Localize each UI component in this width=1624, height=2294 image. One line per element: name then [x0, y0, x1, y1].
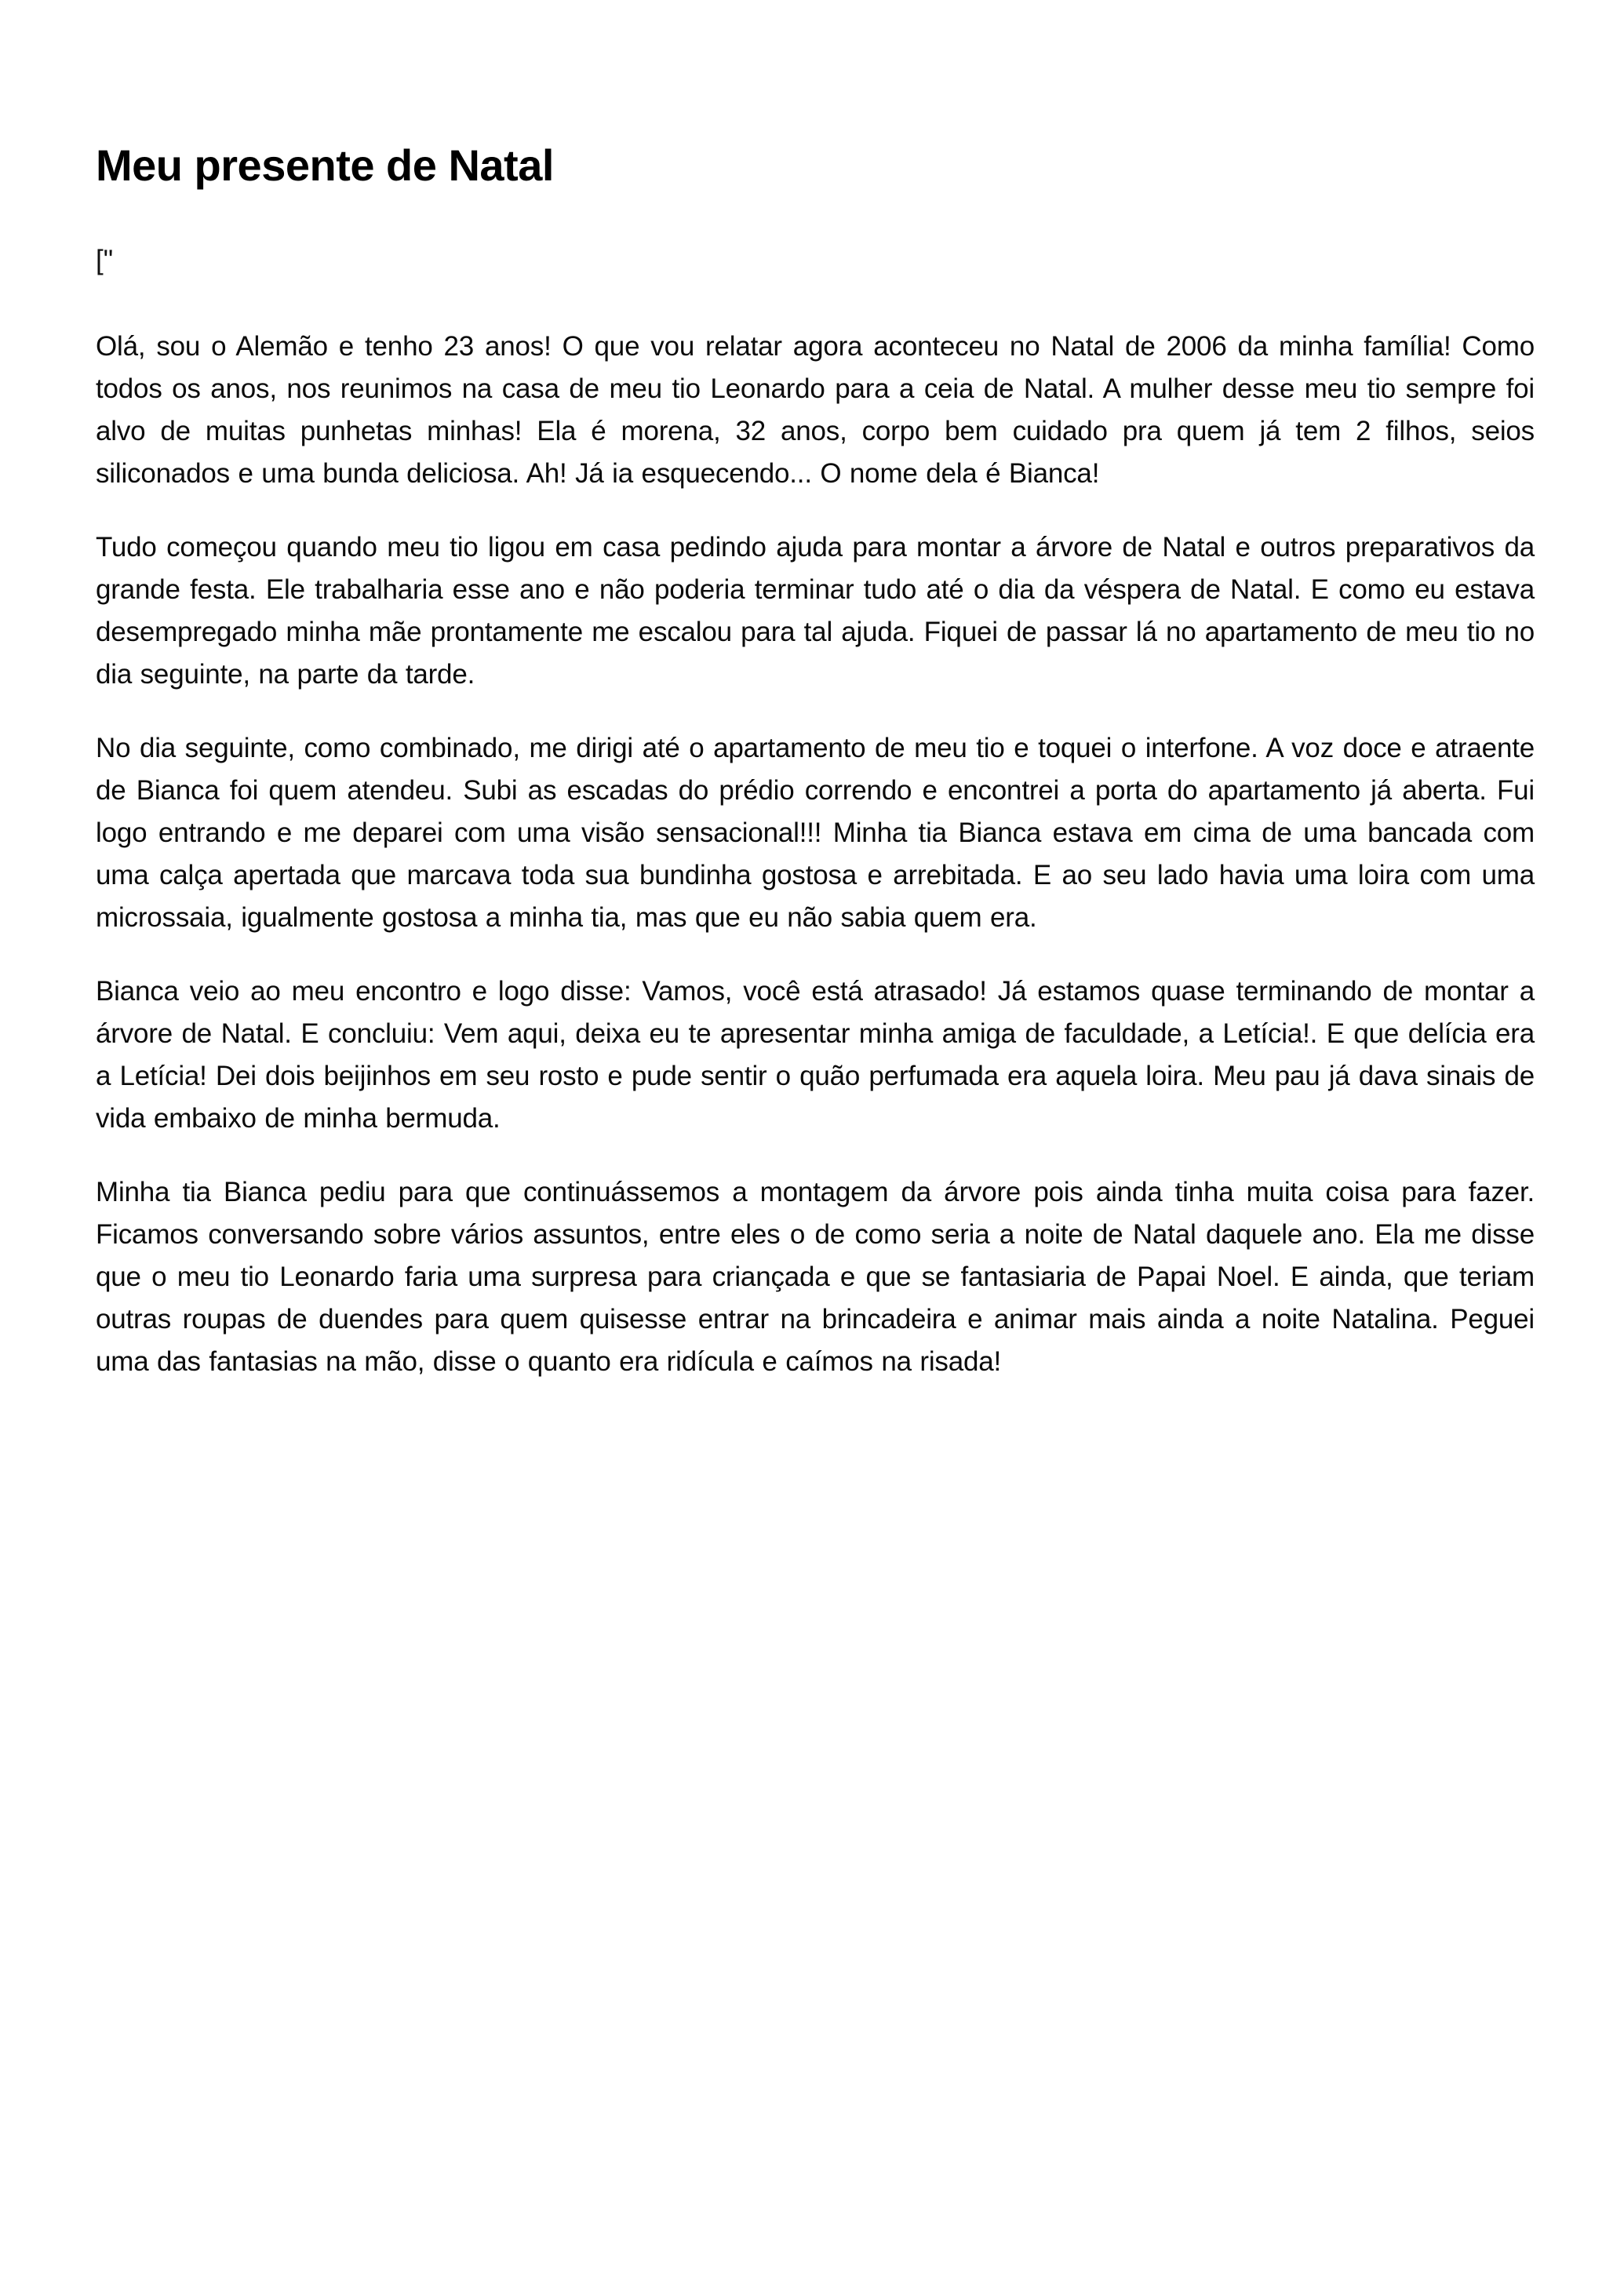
page-title: Meu presente de Natal — [96, 140, 554, 190]
opening-bracket-marker: [" — [96, 245, 114, 275]
story-paragraph-2: Tudo começou quando meu tio ligou em casa pedindo ajuda para montar a árvore de Natal e outros preparativos da grande festa. Ele trabalharia esse ano e não poderia terminar tudo até o dia da véspera de Natal. E como eu estava desempregado minha mãe prontamente me escalou para tal ajuda. Fiquei de passar lá no apartamento de meu tio no dia seguinte, na parte da tarde. — [96, 532, 1535, 690]
story-paragraph-5: Minha tia Bianca pediu para que continuássemos a montagem da árvore pois ainda tinha muita coisa para fazer. Ficamos conversando sobre vários assuntos, entre eles o de como seria a noite de Natal daquele ano. Ela me disse que o meu tio Leonardo faria uma surpresa para criançada e que se fantasiaria de Papai Noel. E ainda, que teriam outras roupas de duendes para quem quisesse entrar na brincadeira e animar mais ainda a noite Natalina. Peguei uma das fantasias na mão, disse o quanto era ridícula e caímos na risada! — [96, 1177, 1535, 1377]
story-paragraph-1: Olá, sou o Alemão e tenho 23 anos! O que vou relatar agora aconteceu no Natal de 2006 da minha família! Como todos os anos, nos reunimos na casa de meu tio Leonardo para a ceia de Natal. A mulher desse meu tio sempre foi alvo de muitas punhetas minhas! Ela é morena, 32 anos, corpo bem cuidado pra quem já tem 2 filhos, seios siliconados e uma bunda deliciosa. Ah! Já ia esquecendo... O nome dela é Bianca! — [96, 331, 1535, 489]
story-paragraph-4: Bianca veio ao meu encontro e logo disse: Vamos, você está atrasado! Já estamos quase terminando de montar a árvore de Natal. E concluiu: Vem aqui, deixa eu te apresentar minha amiga de faculdade, a Letícia!. E que delícia era a Letícia! Dei dois beijinhos em seu rosto e pude sentir o quão perfumada era aquela loira. Meu pau já dava sinais de vida embaixo de minha bermuda. — [96, 976, 1535, 1134]
story-paragraph-3: No dia seguinte, como combinado, me dirigi até o apartamento de meu tio e toquei o interfone. A voz doce e atraente de Bianca foi quem atendeu. Subi as escadas do prédio correndo e encontrei a porta do apartamento já aberta. Fui logo entrando e me deparei com uma visão sensacional!!! Minha tia Bianca estava em cima de uma bancada com uma calça apertada que marcava toda sua bundinha gostosa e arrebitada. E ao seu lado havia uma loira com uma microssaia, igualmente gostosa a minha tia, mas que eu não sabia quem era. — [96, 733, 1535, 933]
